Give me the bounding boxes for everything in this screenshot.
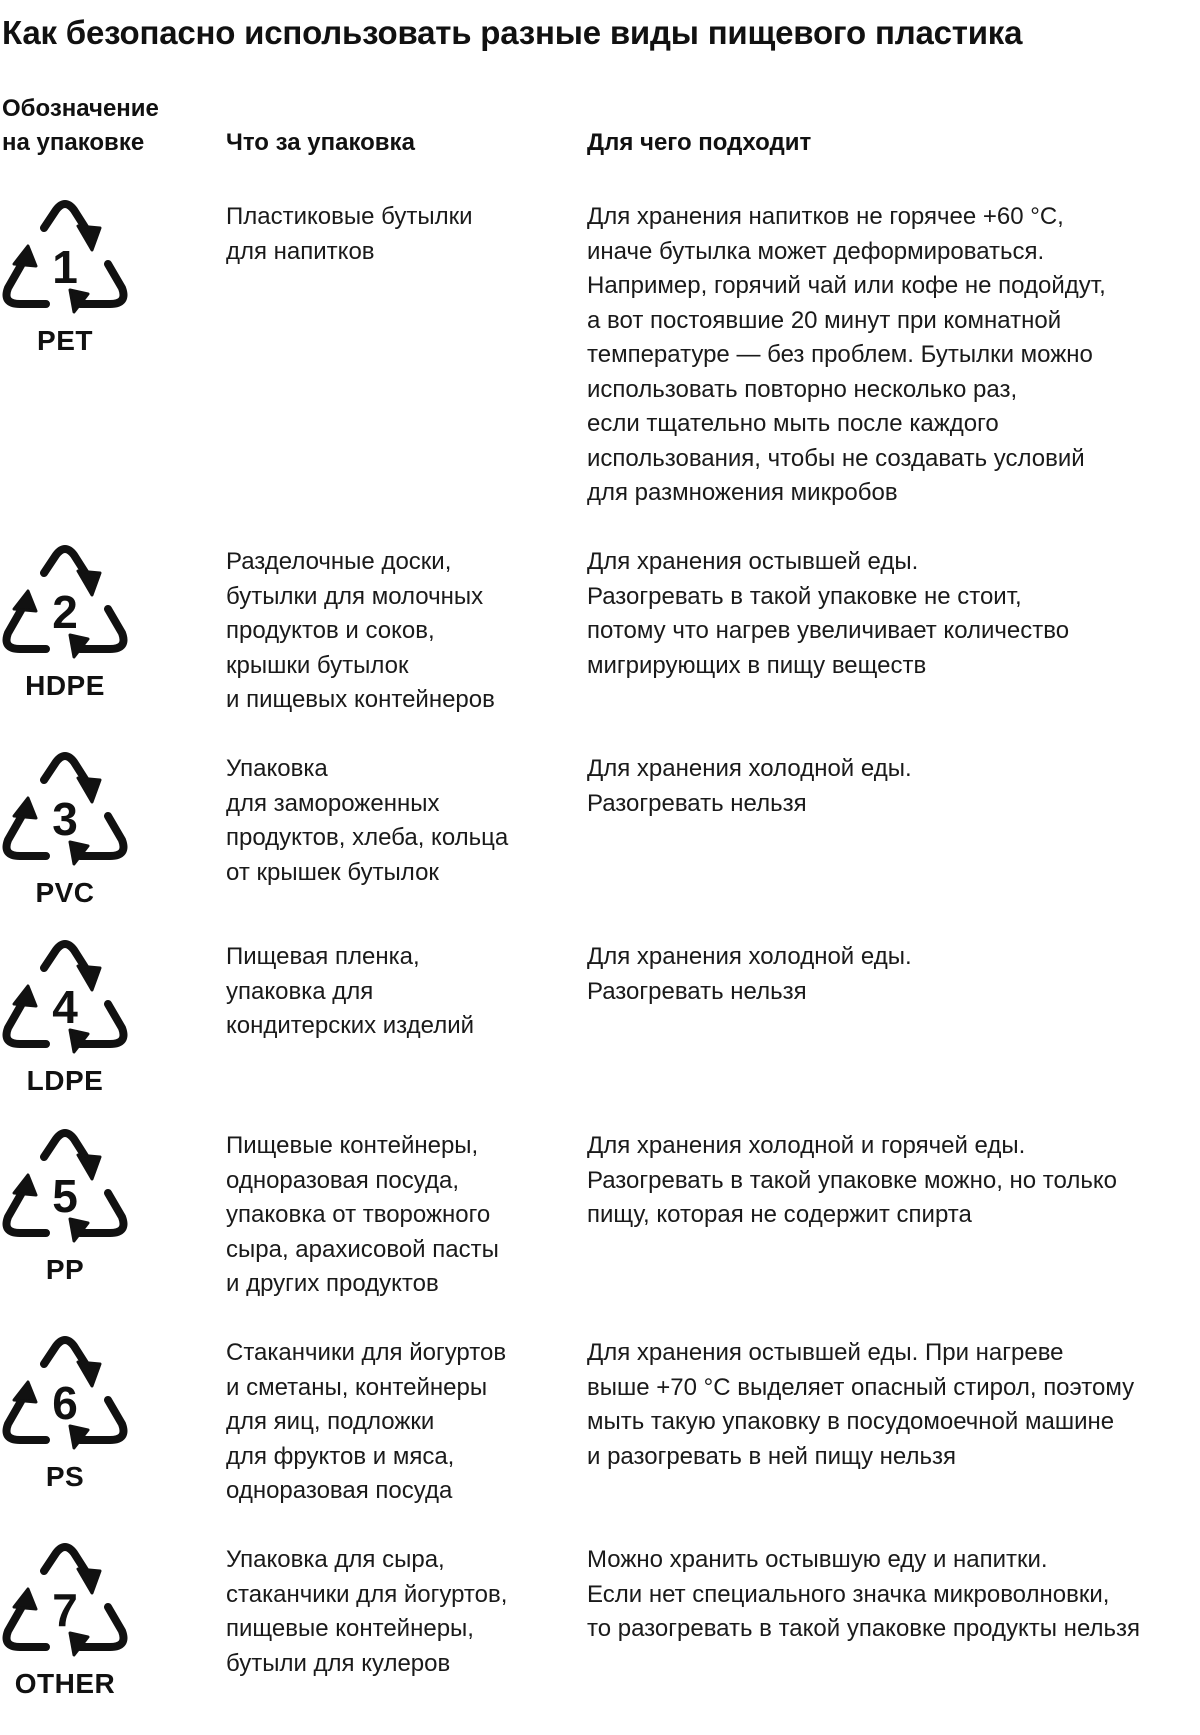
package-line: Упаковка <box>226 755 328 782</box>
purpose-line: пищу, которая не содержит спирта <box>587 1201 972 1228</box>
purpose-line: Для хранения холодной еды. <box>587 943 912 970</box>
purpose-line: использовать повторно несколько раз, <box>587 375 1018 403</box>
purpose-line: а вот постоявшие 20 минут при комнатной <box>587 306 1062 334</box>
package-line: упаковка для <box>226 977 374 1005</box>
purpose-line: то разогревать в такой упаковке продукты нельзя <box>587 1615 1140 1642</box>
plastic-code-symbol <box>0 545 130 715</box>
purpose-line: Для хранения холодной еды. <box>587 755 912 782</box>
resin-code-number: 1 <box>52 241 78 293</box>
resin-code-number: 6 <box>52 1377 78 1429</box>
resin-code-label: LDPE <box>26 1065 104 1096</box>
header-purpose: Для чего подходит <box>587 129 812 156</box>
header-package: Что за упаковка <box>226 129 415 156</box>
package-line: Пластиковые бутылки <box>226 203 473 230</box>
package-line: стаканчики для йогуртов, <box>226 1580 508 1608</box>
purpose-line: для размножения микробов <box>587 479 898 506</box>
purpose-line: мыть такую упаковку в посудомоечной машине <box>587 1408 1115 1435</box>
purpose-description <box>587 940 912 1009</box>
package-line: кондитерских изделий <box>226 1012 475 1039</box>
purpose-line: Разогревать нельзя <box>587 977 807 1005</box>
plastic-code-symbol <box>0 752 130 922</box>
resin-code-label: PET <box>37 325 93 356</box>
purpose-line: Для хранения остывшей еды. При нагреве <box>587 1339 1064 1366</box>
plastic-code-symbol <box>0 1129 130 1299</box>
purpose-description <box>587 1336 1134 1474</box>
header-marking <box>2 92 159 160</box>
package-line: и сметаны, контейнеры <box>226 1373 488 1401</box>
plastic-code-symbol <box>0 1336 130 1506</box>
package-description <box>226 940 474 1044</box>
package-description <box>226 752 508 890</box>
package-line: продуктов и соков, <box>226 617 435 644</box>
package-line: Стаканчики для йогуртов <box>226 1339 507 1366</box>
package-line: упаковка от творожного <box>226 1201 491 1228</box>
page-title: Как безопасно использовать разные виды пищевого пластика <box>2 14 1023 51</box>
purpose-line: мигрирующих в пищу веществ <box>587 651 927 679</box>
plastic-code-symbol <box>0 1543 130 1713</box>
resin-code-label: HDPE <box>25 670 105 701</box>
package-line: от крышек бутылок <box>226 858 439 886</box>
purpose-line: иначе бутылка может деформироваться. <box>587 237 1045 265</box>
package-line: бутыли для кулеров <box>226 1649 451 1677</box>
purpose-description <box>587 200 1106 511</box>
package-line: крышки бутылок <box>226 651 409 679</box>
package-line: Упаковка для сыра, <box>226 1546 445 1573</box>
package-line: одноразовая посуда <box>226 1477 453 1504</box>
package-line: продуктов, хлеба, кольца <box>226 824 509 851</box>
resin-code-number: 2 <box>52 586 78 638</box>
purpose-line: Разогревать нельзя <box>587 789 807 817</box>
package-line: сыра, арахисовой пасты <box>226 1235 499 1263</box>
purpose-line: если тщательно мыть после каждого <box>587 410 999 437</box>
purpose-line: Если нет специального значка микроволновки, <box>587 1580 1110 1608</box>
resin-code-label: PVC <box>35 877 95 908</box>
package-line: для напитков <box>226 237 375 265</box>
plastic-code-symbol <box>0 940 130 1110</box>
package-line: для фруктов и мяса, <box>226 1442 455 1470</box>
resin-code-label: PP <box>45 1254 85 1285</box>
header-marking-line: на упаковке <box>2 129 145 156</box>
purpose-line: Разогревать в такой упаковке не стоит, <box>587 582 1022 610</box>
package-line: и пищевых контейнеров <box>226 686 495 713</box>
package-line: одноразовая посуда, <box>226 1166 459 1194</box>
package-line: для замороженных <box>226 789 440 817</box>
package-description <box>226 545 495 718</box>
purpose-description <box>587 1543 1140 1647</box>
package-line: Разделочные доски, <box>226 548 452 575</box>
resin-code-label: PS <box>45 1461 85 1492</box>
purpose-line: Можно хранить остывшую еду и напитки. <box>587 1546 1048 1573</box>
purpose-description <box>587 1129 1117 1233</box>
purpose-line: температуре — без проблем. Бутылки можно <box>587 341 1093 368</box>
header-marking-line: Обозначение <box>2 95 159 122</box>
package-description <box>226 1336 506 1509</box>
purpose-line: потому что нагрев увеличивает количество <box>587 617 1070 644</box>
purpose-line: и разогревать в ней пищу нельзя <box>587 1442 956 1470</box>
plastic-code-symbol <box>0 200 130 370</box>
package-description <box>226 1129 499 1302</box>
package-line: бутылки для молочных <box>226 582 484 610</box>
package-line: пищевые контейнеры, <box>226 1615 474 1642</box>
purpose-description <box>587 545 1069 683</box>
purpose-line: Разогревать в такой упаковке можно, но только <box>587 1166 1117 1194</box>
resin-code-number: 4 <box>52 981 78 1033</box>
purpose-line: Для хранения напитков не горячее +60 °C, <box>587 203 1064 230</box>
package-line: Пищевые контейнеры, <box>226 1132 479 1159</box>
purpose-line: Для хранения холодной и горячей еды. <box>587 1132 1026 1159</box>
purpose-line: Например, горячий чай или кофе не подойдут, <box>587 272 1106 299</box>
purpose-line: Для хранения остывшей еды. <box>587 548 919 575</box>
purpose-line: использования, чтобы не создавать условий <box>587 444 1085 472</box>
package-line: для яиц, подложки <box>226 1408 435 1435</box>
resin-code-label: OTHER <box>14 1668 116 1699</box>
resin-code-number: 7 <box>52 1584 78 1636</box>
resin-code-number: 5 <box>52 1170 78 1222</box>
package-line: и других продуктов <box>226 1270 439 1297</box>
package-line: Пищевая пленка, <box>226 943 420 970</box>
purpose-line: выше +70 °C выделяет опасный стирол, поэтому <box>587 1373 1135 1401</box>
purpose-description <box>587 752 912 821</box>
package-description <box>226 200 473 269</box>
resin-code-number: 3 <box>52 793 78 845</box>
package-description <box>226 1543 507 1681</box>
